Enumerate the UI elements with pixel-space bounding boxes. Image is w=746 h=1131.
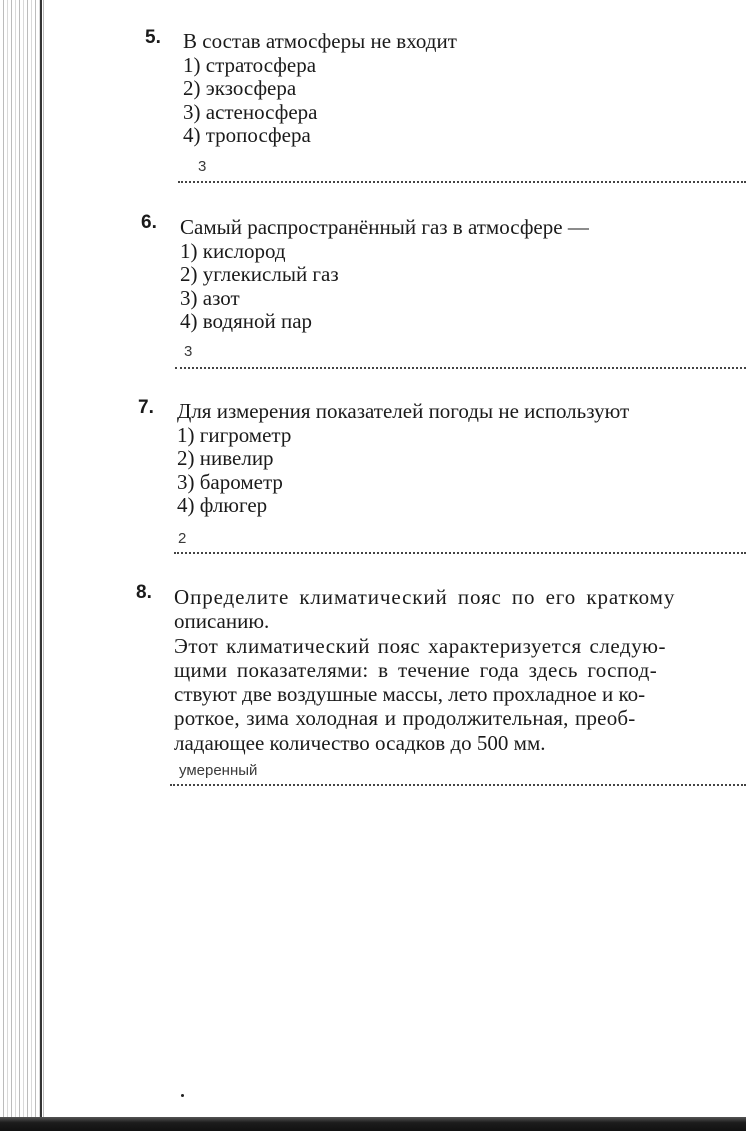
- question-6-option-3: 3) азот: [180, 285, 240, 310]
- scan-speck: [181, 1094, 184, 1097]
- question-5-option-4: 4) тропосфера: [183, 123, 311, 147]
- question-5-option-1: 1) стратосфера: [183, 52, 317, 77]
- question-7-option-1: 1) гигрометр: [177, 422, 292, 447]
- question-6-option-4: 4) водяной пар: [180, 309, 313, 333]
- question-5-stem: В состав атмосферы не входит: [183, 29, 457, 53]
- question-7-option-4: 4) флюгер: [177, 493, 268, 517]
- question-8-line-3: Этот климатический пояс характеризуется следую-: [174, 633, 667, 658]
- question-8-answer: умеренный: [179, 762, 258, 779]
- scan-binding-line: [40, 0, 42, 1131]
- question-5-option-3: 3) астеносфера: [183, 99, 318, 124]
- question-8-answer-line: [170, 784, 746, 786]
- question-7-option-3: 3) барометр: [177, 469, 283, 494]
- question-6-stem: Самый распространённый газ в атмосфере —: [180, 215, 589, 239]
- question-5: [183, 30, 457, 148]
- question-7-number: 7.: [138, 397, 154, 418]
- scan-binding-edge: [0, 0, 44, 1131]
- question-7-option-2: 2) нивелир: [177, 446, 274, 470]
- question-8-number: 8.: [136, 582, 152, 603]
- question-6-option-1: 1) кислород: [180, 238, 286, 263]
- question-7-answer: 2: [178, 530, 187, 547]
- question-7-answer-line: [174, 552, 746, 554]
- question-7: [177, 400, 629, 518]
- question-7-stem: Для измерения показателей погоды не используют: [177, 399, 630, 423]
- scan-bottom-edge: [0, 1117, 746, 1131]
- question-6-option-2: 2) углекислый газ: [180, 262, 339, 286]
- question-6-answer: 3: [184, 343, 193, 360]
- question-8-line-7: ладающее количество осадков до 500 мм.: [174, 730, 546, 755]
- question-8-line-1: Определите климатический пояс по его краткому: [174, 585, 676, 609]
- question-8-line-2: описанию.: [174, 609, 270, 634]
- question-8: [174, 585, 746, 755]
- question-5-option-2: 2) экзосфера: [183, 76, 297, 100]
- question-6-answer-line: [175, 367, 746, 369]
- question-8-line-6: роткое, зима холодная и продолжительная, преоб-: [174, 706, 636, 731]
- question-5-number: 5.: [145, 27, 161, 48]
- question-8-line-5: ствуют две воздушные массы, лето прохладное и ко-: [174, 682, 646, 707]
- question-6: [180, 216, 589, 334]
- question-6-number: 6.: [141, 212, 157, 233]
- question-5-answer-line: [178, 181, 746, 183]
- question-8-line-4: щими показателями: в течение года здесь господ-: [174, 657, 658, 682]
- question-5-answer: 3: [198, 158, 207, 175]
